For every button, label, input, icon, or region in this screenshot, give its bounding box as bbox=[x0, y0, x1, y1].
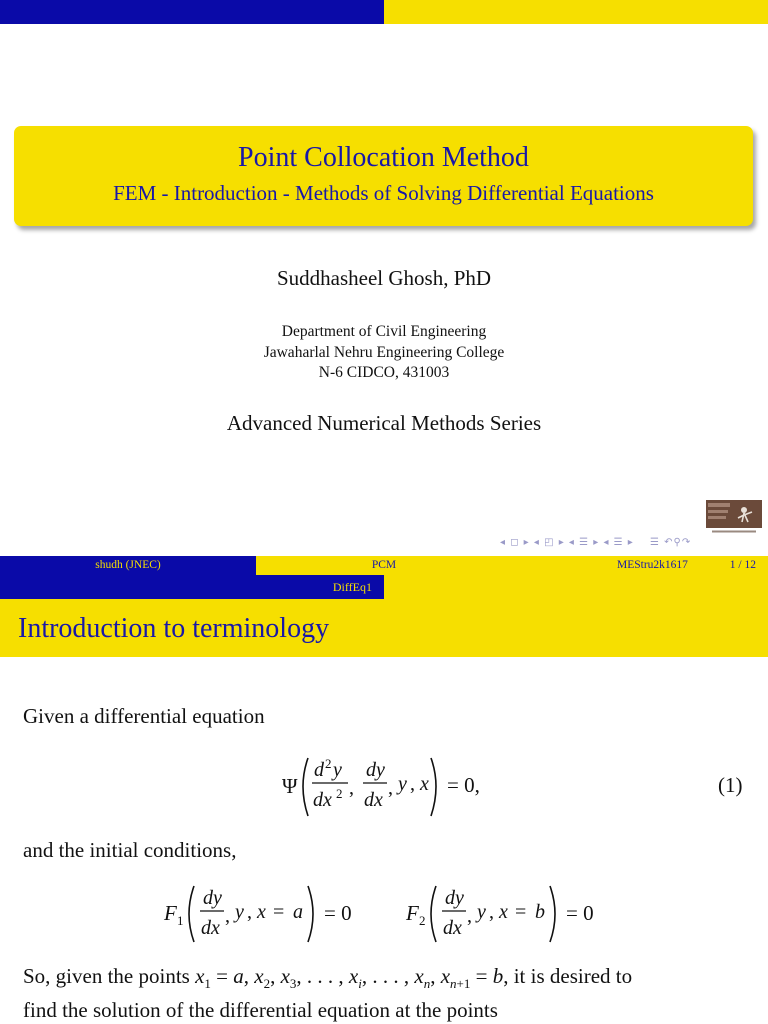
equation-boundary-conditions bbox=[160, 880, 620, 950]
svg-text:dy: dy bbox=[366, 759, 385, 781]
svg-text:,: , bbox=[410, 773, 415, 795]
slide-subtitle: FEM - Introduction - Methods of Solving Differential Equations bbox=[113, 181, 654, 205]
equation-1 bbox=[280, 750, 750, 830]
institute-line: N-6 CIDCO, 431003 bbox=[318, 364, 450, 381]
svg-text:dx: dx bbox=[313, 789, 332, 811]
svg-text:F: F bbox=[406, 901, 419, 925]
paragraph-line-1 bbox=[23, 963, 753, 997]
svg-text:2: 2 bbox=[419, 913, 426, 928]
svg-text:,: , bbox=[489, 901, 494, 923]
top-decor-bar bbox=[0, 0, 768, 24]
points-paragraph bbox=[23, 963, 753, 1024]
svg-text:y: y bbox=[333, 759, 342, 781]
svg-text:y: y bbox=[398, 773, 407, 795]
footer-code: MEStru2k1617 bbox=[617, 559, 688, 571]
footer-info bbox=[512, 556, 768, 575]
para-line1-start: So, given the points bbox=[23, 964, 190, 988]
svg-text:x: x bbox=[420, 773, 429, 795]
section-nav-item[interactable]: DiffEq1 bbox=[0, 575, 384, 599]
college-logo bbox=[706, 500, 762, 534]
svg-text:=: = bbox=[515, 901, 527, 923]
svg-text:dy: dy bbox=[445, 887, 464, 909]
svg-text:,: , bbox=[388, 777, 393, 799]
svg-text:,: , bbox=[225, 905, 230, 927]
svg-text:y: y bbox=[235, 901, 244, 923]
svg-text:y: y bbox=[477, 901, 486, 923]
section-nav-bar bbox=[0, 575, 768, 599]
svg-text:dy: dy bbox=[203, 887, 222, 909]
svg-text:2: 2 bbox=[325, 756, 332, 771]
svg-text:d: d bbox=[314, 759, 324, 781]
svg-text:= 0,: = 0, bbox=[447, 773, 480, 797]
points-sequence: $x_1 = a$, $x_2$, $x_3$, . . . , $x_i$, . . . , $x_n$, $x_{n+1} = b$ bbox=[195, 964, 504, 992]
frame-title-bar bbox=[0, 599, 768, 657]
para-line1-end: , it is desired to bbox=[503, 964, 633, 988]
footer-short-title: PCM bbox=[256, 556, 512, 575]
top-bar-navy bbox=[0, 0, 384, 24]
svg-text:= 0: = 0 bbox=[324, 901, 352, 925]
svg-text:dx: dx bbox=[201, 917, 220, 939]
footer-author: shudh (JNEC) bbox=[0, 556, 256, 575]
svg-text:,: , bbox=[467, 905, 472, 927]
beamer-nav-symbols[interactable] bbox=[500, 537, 762, 551]
slide-footer bbox=[0, 556, 768, 575]
paragraph-line-2: find the solution of the differential equation at the points bbox=[23, 998, 498, 1023]
svg-text:a: a bbox=[293, 901, 303, 923]
title-box bbox=[14, 126, 753, 226]
svg-text:x: x bbox=[257, 901, 266, 923]
svg-text:dx: dx bbox=[364, 789, 383, 811]
institute-line: Department of Civil Engineering bbox=[281, 323, 487, 340]
svg-text:= 0: = 0 bbox=[566, 901, 594, 925]
top-bar-yellow bbox=[384, 0, 768, 24]
frame-title: Introduction to terminology bbox=[18, 613, 330, 644]
svg-text:=: = bbox=[273, 901, 285, 923]
conditions-text: and the initial conditions, bbox=[23, 838, 237, 862]
nav-frame-icon[interactable]: ◂ ◻ ▸ ◂ ◰ ▸ ◂ ☰ ▸ ◂ ☰ ▸ bbox=[500, 537, 634, 548]
svg-text:,: , bbox=[247, 901, 252, 923]
author-name: Suddhasheel Ghosh, PhD bbox=[276, 266, 492, 290]
institute-block bbox=[0, 322, 768, 384]
slide-title: Point Collocation Method bbox=[238, 142, 529, 173]
svg-text:dx: dx bbox=[443, 917, 462, 939]
svg-text:2: 2 bbox=[336, 786, 343, 801]
institute-line: Jawaharlal Nehru Engineering College bbox=[263, 343, 505, 361]
svg-text:1: 1 bbox=[177, 913, 184, 928]
svg-text:,: , bbox=[349, 777, 354, 799]
nav-search-icon[interactable]: ☰ ↶⚲↷ bbox=[650, 537, 692, 548]
svg-text:x: x bbox=[499, 901, 508, 923]
svg-text:F: F bbox=[164, 901, 177, 925]
intro-text: Given a differential equation bbox=[23, 704, 265, 728]
svg-text:Ψ: Ψ bbox=[282, 774, 298, 798]
section-nav-filler bbox=[384, 575, 768, 599]
equation-number: (1) bbox=[718, 773, 743, 797]
series-name: Advanced Numerical Methods Series bbox=[226, 411, 542, 435]
svg-text:b: b bbox=[535, 901, 545, 923]
footer-page-number: 1 / 12 bbox=[729, 559, 756, 571]
